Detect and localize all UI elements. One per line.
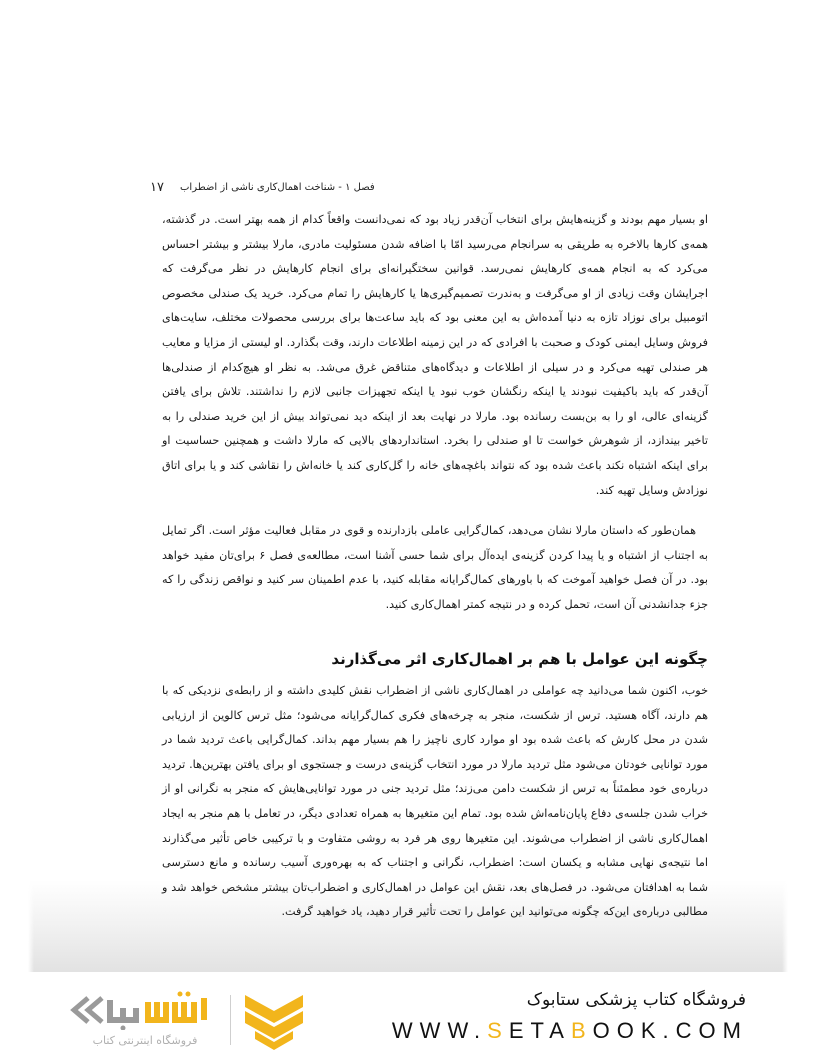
store-name: فروشگاه کتاب پزشکی ستابوک <box>526 990 746 1010</box>
url-part: ETA <box>508 1018 571 1043</box>
paragraph-text: او بسیار مهم بودند و گزینه‌هایش برای انتخاب آن‌قدر زیاد بود که نمی‌دانست واقعاً کدام از همه بهتر است. در گذشته، همه‌ی کارها بالاخره به طریقی به سرانجام می‌رسید امّا با اضافه شدن مسئولیت مادری، مارلا بیشتر و بیشتر احساس می‌کرد که به انجام همه‌ی کارهایش نمی‌رسد. قوانین سختگیرانه‌ای برای انجام کارهایش در نظر می‌گرفت که اجرایشان وقت زیادی از او می‌گرفت و به‌ندرت تصمیم‌گیری‌ها یا کارهایش را تمام می‌کرد. خرید یک صندلی مخصوص اتومبیل برای نوزاد تازه به دنیا آمده‌اش به این معنی بود که باید ساعت‌ها برای بررسی محصولات مختلف، سایت‌های فروش وسایل ایمنی کودک و صحبت با افرادی که در این زمینه اطلاعات دارند، وقت بگذارد. او لیستی از مزایا و معایب هر صندلی تهیه می‌کرد و در سیلی از اطلاعات و دیدگاه‌های متناقض غرق می‌شد. به نظر او هیچ‌کدام از صندلی‌ها آن‌قدر که باید باکیفیت نبودند یا اینکه رنگشان خوب نبود یا اینکه تجهیزات جانبی لازم را نداشتند. تلاش برای یافتن گزینه‌ای عالی، او را به بن‌بست رسانده بود. مارلا در نهایت بعد از اینکه دید نمی‌تواند بیش از این خرید صندلی را به تاخیر بیندازد، از شوهرش خواست تا او صندلی را بخرد. استانداردهای بالایی که مارلا داشت و همچنین حساسیت او برای اینکه اشتباه نکند باعث شده بود که نتواند باغچه‌های خانه را گل‌کاری کند یا خانه‌اش را نقاشی کند و یا برای اتاق نوزادش وسایل تهیه کند. <box>162 213 708 497</box>
setabook-wordmark-icon <box>66 990 226 1030</box>
url-highlight: S <box>487 1018 509 1043</box>
paragraph-text: همان‌طور که داستان مارلا نشان می‌دهد، کمال‌گرایی عاملی بازدارنده و قوی در مقابل فعالیت مؤثر است. اگر تمایل به اجتناب از اشتباه و یا پیدا کردن گزینه‌ی ایده‌آل برای شما حسی آشنا است، مطالعه‌ی فصل ۶ برای‌تان مفید خواهد بود. در آن فصل خواهید آموخت که با باورهای کمال‌گرایانه مقابله کنید، با عدم اطمینان سر کنید و نواقص زندگی را که جزء جدانشدنی آن است، تحمل کرده و در نتیجه کمتر اهمال‌کاری کنید. <box>162 524 708 611</box>
url-part: WWW. <box>391 1018 488 1043</box>
logo-tagline: فروشگاه اینترنتی کتاب <box>92 1034 198 1047</box>
body-paragraph-3 <box>162 679 708 925</box>
body-paragraph-1 <box>162 208 708 503</box>
paragraph-text: خوب، اکنون شما می‌دانید چه عواملی در اهمال‌کاری ناشی از اضطراب نقش کلیدی داشته و از رابطه‌ی نزدیکی که با هم دارند، آگاه هستید. ترس از شکست، منجر به چرخه‌های فکری کمال‌گرایانه می‌شود؛ مثل ترس کالوین از ارزیابی شدن در محل کارش که باعث شده بود او موارد کاری ناچیز را هم بسیار مهم بداند. کمال‌گرایی باعث تردید شما در مورد توانایی خودتان می‌شود مثل تردید مارلا در مورد انتخاب گزینه‌ی درست و جستجوی او برای یافتن بهترین‌ها. تردید درباره‌ی خود مطمئناً به ترس از شکست دامن می‌زند؛ مثل تردید جنی در مورد توانایی‌هایش که منجر به نگرانی او از خراب شدن جلسه‌ی دفاع پایان‌نامه‌اش شده بود. تمام این متغیرها به همراه تعدادی دیگر، در تعامل با هم منجر به ایجاد اهمال‌کاری ناشی از اضطراب می‌شوند. این متغیرها روی هر فرد به روشی متفاوت و با ترکیبی خاص تأثیر می‌گذارند اما نتیجه‌ی نهایی مشابه و یکسان است: اضطراب، نگرانی و اجتناب که به بهره‌وری آسیب رسانده و مانع دسترسی شما به اهدافتان می‌شود. در فصل‌های بعد، نقش این عوامل در اهمال‌کاری و اضطراب‌تان بیشتر مشخص خواهد شد و مطالبی درباره‌ی این‌که چگونه می‌توانید این عوامل را تحت تأثیر قرار دهید، یاد خواهید گرفت. <box>162 684 708 919</box>
chevron-logo-icon <box>245 995 303 1050</box>
store-url[interactable] <box>392 1018 748 1044</box>
running-head-chapter-title: فصل ۱ - شناخت اهمال‌کاری ناشی از اضطراب <box>180 182 375 193</box>
body-paragraph-2 <box>162 519 708 617</box>
url-part: OOK.COM <box>592 1018 748 1043</box>
page-number: ۱۷ <box>150 180 164 195</box>
logo-divider <box>230 995 231 1045</box>
section-heading: چگونه این عوامل با هم بر اهمال‌کاری اثر می‌گذارند <box>331 650 708 668</box>
url-highlight: B <box>570 1018 593 1043</box>
